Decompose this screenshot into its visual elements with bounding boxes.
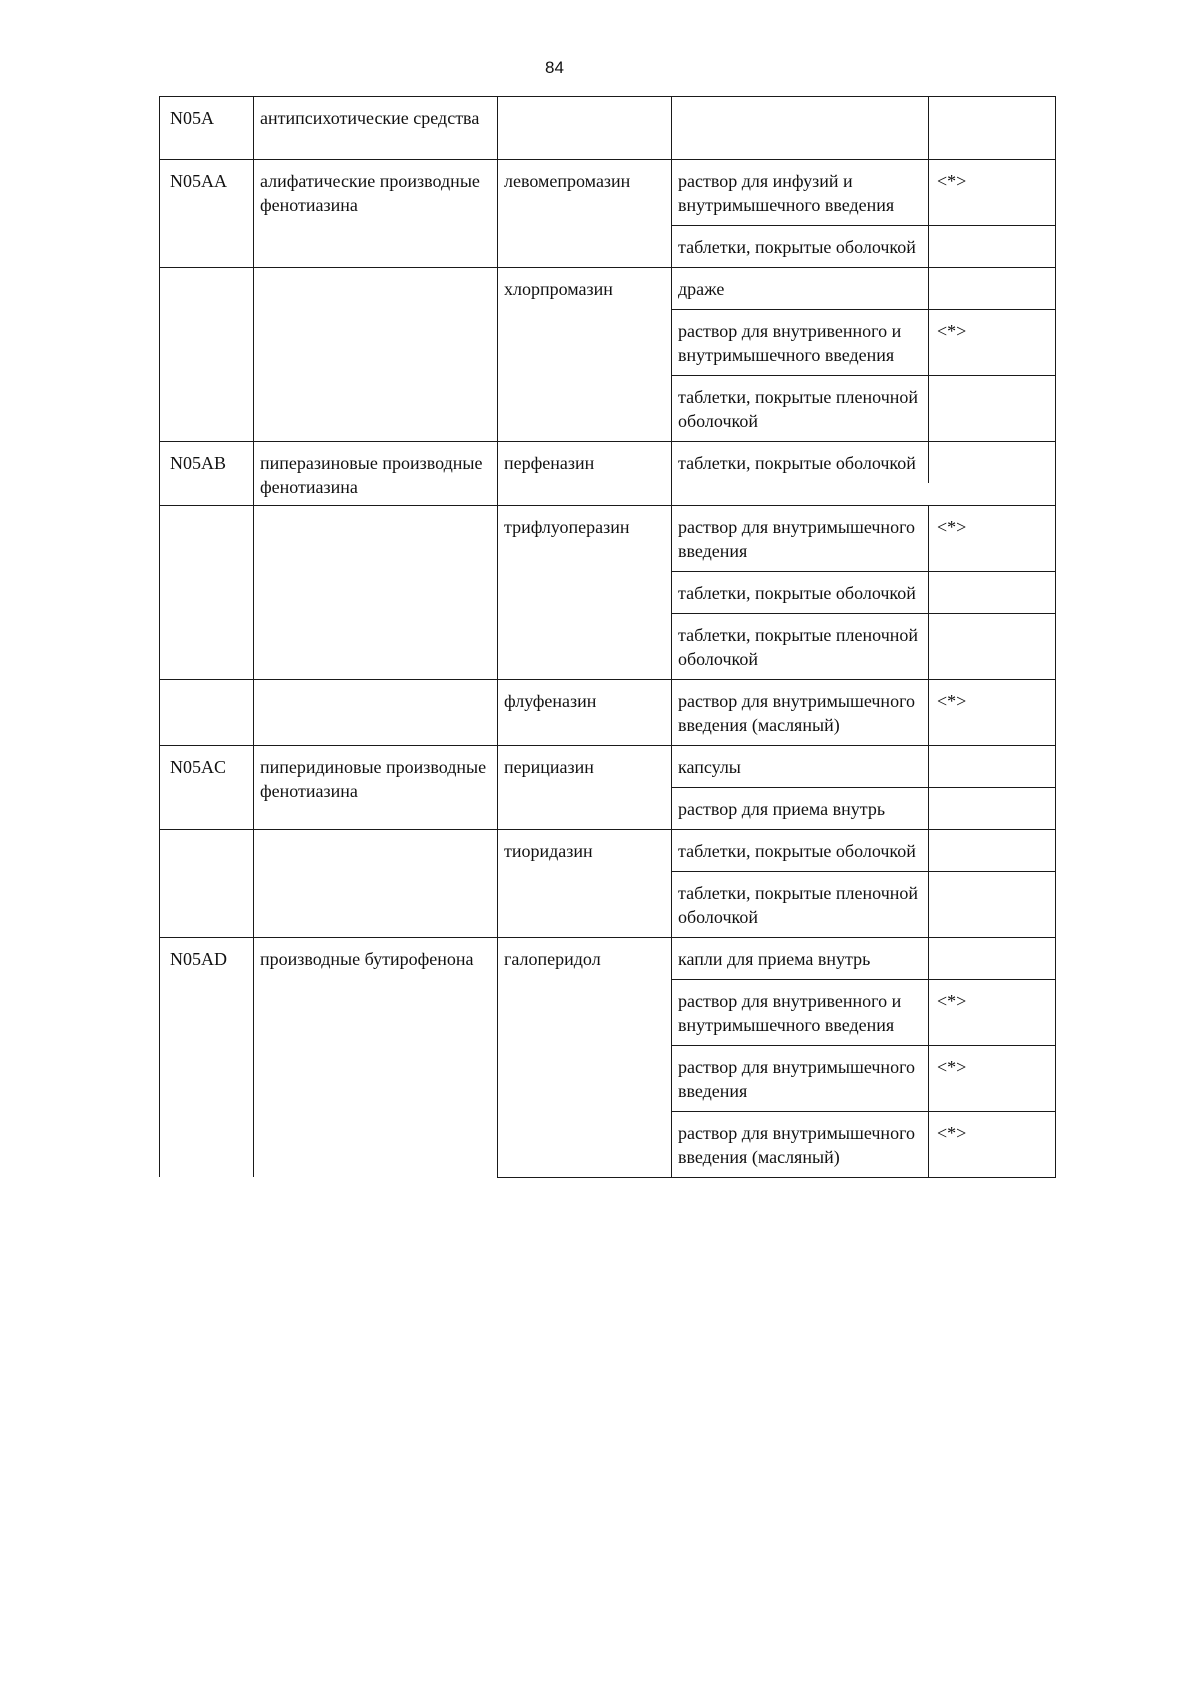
atc-code-cell: N05AD <box>159 938 253 1177</box>
table-row <box>159 441 1056 505</box>
dosage-forms <box>671 268 1056 441</box>
note-cell: <*> <box>928 980 1055 1045</box>
drug-name-cell: флуфеназин <box>497 680 671 745</box>
table-row <box>159 937 1056 1177</box>
dosage-form-row <box>672 442 1055 483</box>
note-cell: <*> <box>928 506 1055 571</box>
dosage-form-row <box>672 979 1055 1045</box>
atc-code-cell: N05AC <box>159 746 253 829</box>
dosage-form-cell: раствор для внутривенного и внутримышечного введения <box>678 991 902 1035</box>
table-row <box>159 745 1056 829</box>
note-cell: <*> <box>928 310 1055 375</box>
dosage-form-row <box>672 830 1055 871</box>
dosage-form-cell: раствор для инфузий и внутримышечного введения <box>678 171 895 215</box>
note-cell <box>928 268 1055 309</box>
drug-name-cell <box>497 97 671 159</box>
atc-code-cell <box>159 680 253 745</box>
group-name-cell <box>253 268 497 441</box>
note-cell <box>928 938 1055 979</box>
dosage-form-row <box>672 506 1055 571</box>
atc-code-cell <box>159 506 253 679</box>
dosage-forms <box>671 830 1056 937</box>
atc-code-cell: N05A <box>159 97 253 159</box>
dosage-form-cell: раствор для внутримышечного введения <box>678 1057 915 1101</box>
note-cell <box>928 572 1055 613</box>
note-cell <box>928 97 1055 159</box>
group-name-cell <box>253 506 497 679</box>
dosage-forms <box>671 680 1056 745</box>
dosage-form-row <box>672 160 1055 225</box>
dosage-form-cell: таблетки, покрытые оболочкой <box>678 841 916 861</box>
dosage-form-row <box>672 746 1055 787</box>
note-cell <box>928 830 1055 871</box>
table-row <box>159 679 1056 745</box>
drug-name-cell: перфеназин <box>497 442 671 505</box>
table-row <box>159 159 1056 267</box>
dosage-form-cell: таблетки, покрытые пленочной оболочкой <box>678 387 919 431</box>
note-cell <box>928 788 1055 829</box>
dosage-form-cell: раствор для внутримышечного введения <box>678 517 915 561</box>
dosage-form-row <box>672 571 1055 613</box>
dosage-form-cell: таблетки, покрытые оболочкой <box>678 583 916 603</box>
dosage-form-row <box>672 225 1055 267</box>
drug-name-cell: перициазин <box>497 746 671 829</box>
group-name-cell <box>253 830 497 937</box>
dosage-form-cell: раствор для внутривенного и внутримышечного введения <box>678 321 902 365</box>
dosage-form-cell: таблетки, покрытые оболочкой <box>678 453 916 473</box>
dosage-forms <box>671 938 1056 1177</box>
note-cell <box>928 226 1055 267</box>
group-name-cell <box>253 680 497 745</box>
dosage-form-cell: раствор для внутримышечного введения (масляный) <box>678 691 915 735</box>
group-name-cell: пиперазиновые производные фенотиазина <box>253 442 497 505</box>
dosage-forms <box>671 97 1056 159</box>
note-cell <box>928 872 1055 937</box>
note-cell: <*> <box>928 680 1055 745</box>
drug-name-cell: галоперидол <box>497 938 671 1177</box>
dosage-form-row <box>672 787 1055 829</box>
drug-name-cell: хлорпромазин <box>497 268 671 441</box>
dosage-form-row <box>672 309 1055 375</box>
dosage-form-cell <box>672 97 928 159</box>
atc-code-cell <box>159 268 253 441</box>
group-name-cell: алифатические производные фенотиазина <box>253 160 497 267</box>
dosage-forms <box>671 746 1056 829</box>
dosage-form-row <box>672 268 1055 309</box>
dosage-form-cell: капсулы <box>678 757 741 777</box>
table-row <box>159 505 1056 679</box>
dosage-form-row <box>672 1111 1055 1177</box>
dosage-form-cell: таблетки, покрытые пленочной оболочкой <box>678 625 919 669</box>
drug-name-cell: трифлуоперазин <box>497 506 671 679</box>
note-cell: <*> <box>928 1046 1055 1111</box>
drug-table <box>159 96 1056 1178</box>
dosage-form-row <box>672 938 1055 979</box>
dosage-forms <box>671 160 1056 267</box>
dosage-form-cell: раствор для внутримышечного введения (масляный) <box>678 1123 915 1167</box>
atc-code-cell <box>159 830 253 937</box>
table-bottom-border <box>497 1177 1056 1178</box>
table-row <box>159 267 1056 441</box>
dosage-form-row <box>672 680 1055 745</box>
table-row <box>159 829 1056 937</box>
group-name-cell: пиперидиновые производные фенотиазина <box>253 746 497 829</box>
dosage-form-cell: капли для приема внутрь <box>678 949 871 969</box>
note-cell <box>928 746 1055 787</box>
dosage-form-row <box>672 871 1055 937</box>
note-cell <box>928 614 1055 679</box>
note-cell: <*> <box>928 1112 1055 1177</box>
dosage-form-cell: драже <box>678 279 725 299</box>
dosage-form-cell: таблетки, покрытые пленочной оболочкой <box>678 883 919 927</box>
dosage-form-row <box>672 97 1055 159</box>
table-row <box>159 96 1056 159</box>
atc-code-cell: N05AB <box>159 442 253 505</box>
drug-name-cell: тиоридазин <box>497 830 671 937</box>
note-cell <box>928 376 1055 441</box>
dosage-form-cell: таблетки, покрытые оболочкой <box>678 237 916 257</box>
dosage-forms <box>671 442 1056 505</box>
dosage-form-cell: раствор для приема внутрь <box>678 799 886 819</box>
dosage-form-row <box>672 375 1055 441</box>
group-name-cell: антипсихотические средства <box>253 97 497 159</box>
note-cell <box>928 442 1055 483</box>
atc-code-cell: N05AA <box>159 160 253 267</box>
note-cell: <*> <box>928 160 1055 225</box>
group-name-cell: производные бутирофенона <box>253 938 497 1177</box>
dosage-forms <box>671 506 1056 679</box>
dosage-form-row <box>672 1045 1055 1111</box>
dosage-form-row <box>672 613 1055 679</box>
page-number: 84 <box>545 58 564 77</box>
drug-name-cell: левомепромазин <box>497 160 671 267</box>
